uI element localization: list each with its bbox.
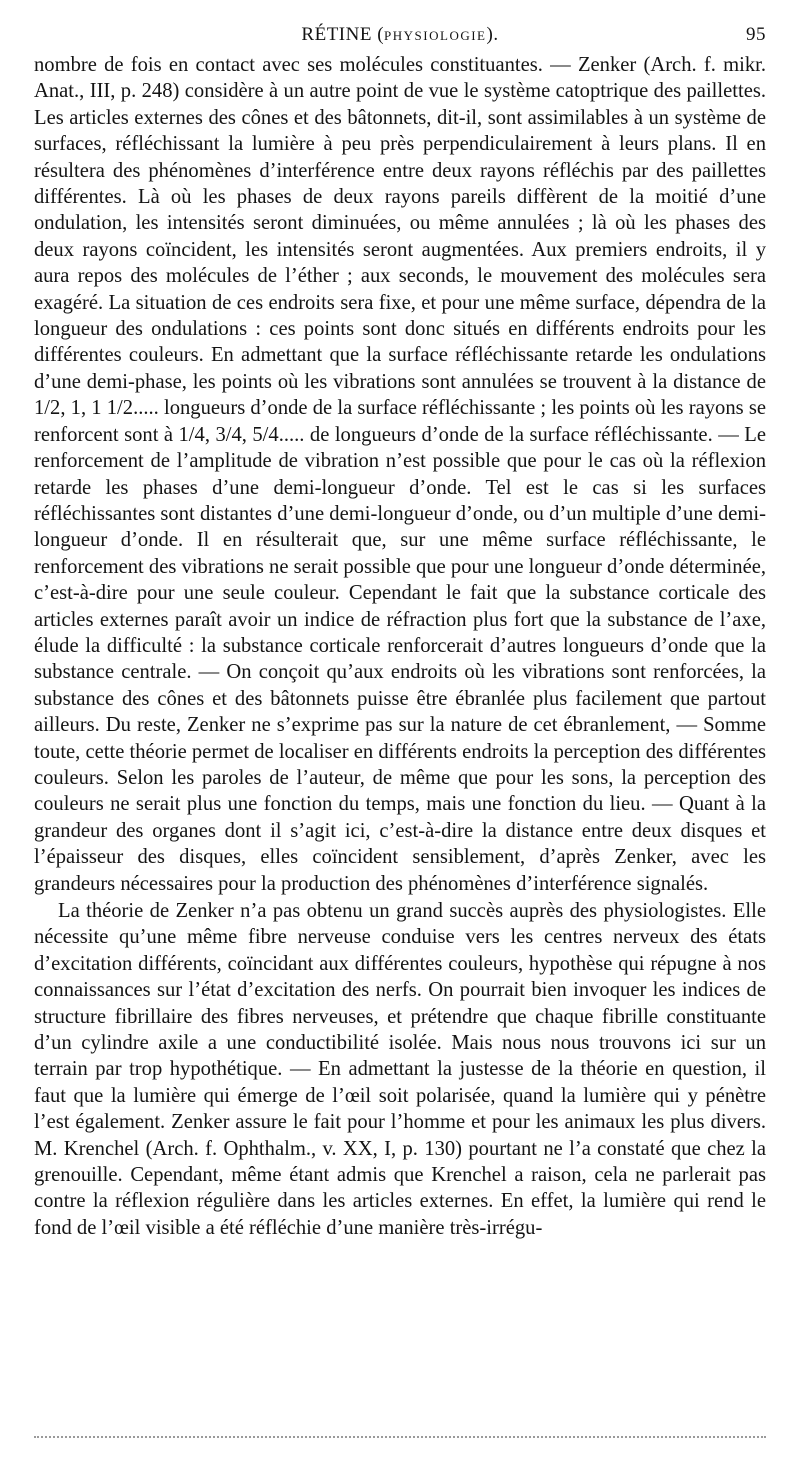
running-title-small-caps: PHYSIOLOGIE xyxy=(384,28,487,43)
running-title-main: RÉTINE ( xyxy=(301,24,385,45)
running-title xyxy=(34,24,766,46)
paragraph: nombre de fois en contact avec ses molécules constituantes. — Zenker (Arch. f. mikr. Anat., III, p. 248) considère à un autre point de vue le système catoptrique des paillettes. Les articles externes des cônes et des bâtonnets, dit-il, sont assimilables à un système de surfaces, réfléchissant la lumière à peu près perpendiculairement à leurs plans. Il en résultera des phénomènes d’interférence entre deux rayons réfléchis par des paillettes différentes. Là où les phases de deux rayons pareils diffèrent de la moitié d’une ondulation, les intensités seront diminuées, ou même annulées ; là où les phases des deux rayons coïncident, les intensités seront augmentées. Aux premiers endroits, il y aura repos des molécules de l’éther ; aux seconds, le mouvement des molécules sera exagéré. La situation de ces endroits sera fixe, et pour une même surface, dépendra de la longueur des ondulations : ces points sont donc situés en différents endroits pour les différentes couleurs. En admettant que la surface réfléchissante retarde les ondulations d’une demi-phase, les points où les vibrations sont annulées se trouvent à la distance de 1/2, 1, 1 1/2..... longueurs d’onde de la surface réfléchissante ; les points où les rayons se renforcent sont à 1/4, 3/4, 5/4..... de longueurs d’onde de la surface réfléchissante. — Le renforcement de l’amplitude de vibration n’est possible que pour le cas où la réflexion retarde les phases d’une demi-longueur d’onde. Tel est le cas si les surfaces réfléchissantes sont distantes d’une demi-longueur d’onde, ou d’un multiple d’une demi-longueur d’onde. Il en résulterait que, sur une même surface réfléchissante, le renforcement des vibrations ne serait possible que pour une longueur d’onde déterminée, c’est-à-dire pour une seule couleur. Cependant le fait que la substance corticale des articles externes paraît avoir un indice de réfraction plus fort que la substance de l’axe, élude la difficulté : la substance corticale renforcerait d’autres longueurs d’onde que la substance centrale. — On conçoit qu’aux endroits où les vibrations sont renforcées, la substance des cônes et des bâtonnets puisse être ébranlée plus facilement que partout ailleurs. Du reste, Zenker ne s’exprime pas sur la nature de cet ébranlement, — Somme toute, cette théorie permet de localiser en différents endroits la perception des différentes couleurs. Selon les paroles de l’auteur, de même que pour les sons, la perception des couleurs ne serait plus une fonction du temps, mais une fonction du lieu. — Quant à la grandeur des organes dont il s’agit ici, c’est-à-dire la distance entre deux disques et l’épaisseur des disques, elles coïncident sensiblement, d’après Zenker, avec les grandeurs nécessaires pour la production des phénomènes d’interférence signalés. xyxy=(34,54,766,895)
running-header xyxy=(34,24,766,52)
page-number: 95 xyxy=(746,24,766,45)
document-page xyxy=(34,24,766,1241)
paragraph: La théorie de Zenker n’a pas obtenu un grand succès auprès des physiologistes. Elle nécessite qu’une même fibre nerveuse conduise vers les centres nerveux des états d’excitation différents, coïncidant aux différentes couleurs, hypothèse qui répugne à nos connaissances sur l’état d’excitation des nerfs. On pourrait bien invoquer les indices de structure fibrillaire des fibres nerveuses, et prétendre que chaque fibrille constituante d’un cylindre axile a une conductibilité isolée. Mais nous nous trouvons ici sur un terrain par trop hypothétique. — En admettant la justesse de la théorie en question, il faut que la lumière qui émerge de l’œil soit polarisée, quand la lumière qui y pénètre l’est également. Zenker assure le fait pour l’homme et pour les animaux les plus divers. M. Krenchel (Arch. f. Ophthalm., v. XX, I, p. 130) pourtant ne l’a constaté que chez la grenouille. Cependant, même étant admis que Krenchel a raison, cela ne parlerait pas contre la réflexion régulière dans les articles externes. En effet, la lumière qui rend le fond de l’œil visible a été réfléchie d’une manière très-irrégu- xyxy=(34,900,766,1239)
bottom-dotted-rule xyxy=(34,1436,766,1438)
running-title-end: ). xyxy=(486,24,499,45)
body-text xyxy=(34,52,766,1241)
